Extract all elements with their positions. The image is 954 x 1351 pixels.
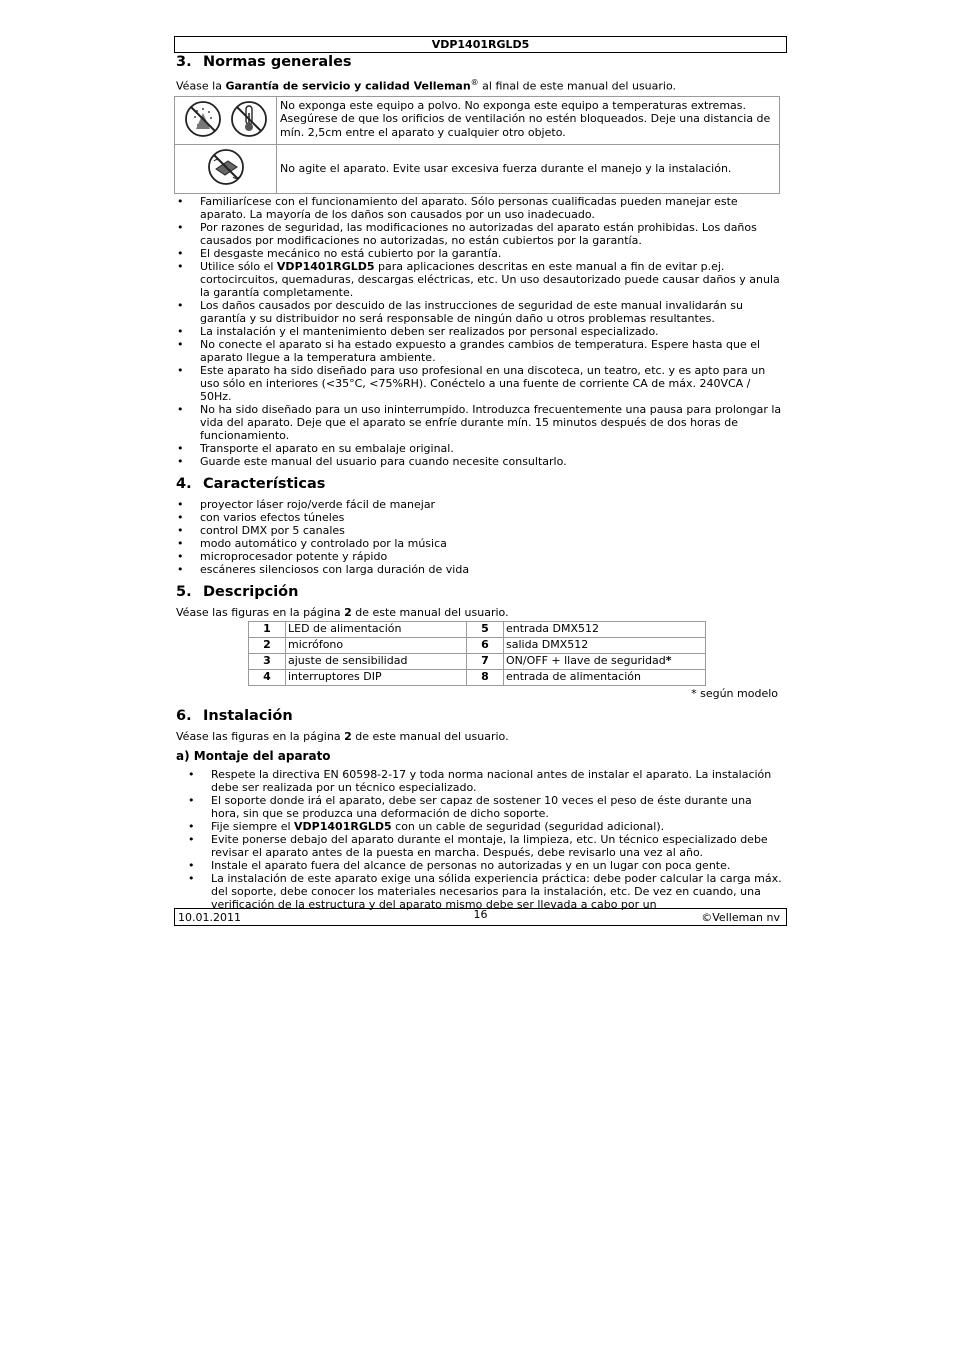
table-row [249, 621, 706, 637]
list-item [176, 260, 782, 299]
description-table [248, 621, 706, 686]
list-item: • Evite ponerse debajo del aparato durante el montaje, la limpieza, etc. Un técnico especializado debe revisar el aparato antes de la puesta en marcha. Después, debe revisarlo una vez al año. [176, 833, 782, 859]
section-5-heading [176, 583, 782, 601]
section-5-intro [176, 606, 782, 619]
item-number: 7 [467, 653, 504, 669]
list-item: • Por razones de seguridad, las modificaciones no autorizadas del aparato están prohibidas. Los daños causados por modificaciones no autorizadas, no están cubiertos por la garantía. [176, 221, 782, 247]
warning-text-2: No agite el aparato. Evite usar excesiva fuerza durante el manejo y la instalación. [277, 145, 780, 194]
intro-text: Véase las figuras en la página [176, 605, 345, 619]
subsection-heading: a) Montaje del aparato [176, 748, 331, 763]
list-item: • Los daños causados por descuido de las instrucciones de seguridad de este manual invalidarán su garantía y su distribuidor no será responsable de ningún daño u otros problemas resultantes. [176, 299, 782, 325]
item-number: 3 [249, 653, 286, 669]
section-5-number: 5. [176, 583, 192, 600]
section-6-title: Instalación [203, 707, 293, 724]
list-item: • Transporte el aparato en su embalaje original. [176, 442, 782, 455]
list-item: • No ha sido diseñado para un uso ininterrumpido. Introduzca frecuentemente una pausa para prolongar la vida del aparato. Deje que el aparato se enfríe durante mín. 15 minutos después de dos horas de funcionamiento. [176, 403, 782, 442]
item-label [504, 653, 706, 669]
item-number: 4 [249, 669, 286, 685]
section-3-title: Normas generales [203, 54, 352, 70]
list-item: • modo automático y controlado por la música [176, 537, 782, 550]
warning-icons-1 [175, 96, 277, 145]
list-item: • proyector láser rojo/verde fácil de manejar [176, 498, 782, 511]
warning-icons-2 [175, 145, 277, 194]
page-ref: 2 [344, 729, 352, 743]
item-label: interruptores DIP [286, 669, 467, 685]
model-bold: VDP1401RGLD5 [276, 259, 375, 273]
list-item: • Respete la directiva EN 60598-2-17 y toda norma nacional antes de instalar el aparato. La instalación debe ser realizada por un técnico especializado. [176, 768, 782, 794]
table-row [249, 637, 706, 653]
list-text: Utilice sólo el [200, 259, 277, 273]
list-text: Fije siempre el [211, 819, 295, 833]
footer-copyright: ©Velleman nv [701, 911, 780, 924]
section-6-intro [176, 730, 782, 743]
item-number: 8 [467, 669, 504, 685]
section-3-list [176, 195, 782, 468]
item-label: micrófono [286, 637, 467, 653]
no-dust-icon [183, 99, 269, 139]
no-shake-icon [206, 147, 246, 187]
item-label-text: ON/OFF + llave de seguridad [506, 653, 666, 667]
section-3-number: 3. [176, 54, 192, 70]
section-5-title: Descripción [203, 583, 299, 600]
footnote: * según modelo [691, 686, 778, 700]
list-item: • Familiarícese con el funcionamiento del aparato. Sólo personas cualificadas pueden manejar este aparato. La mayoría de los daños son causados por un uso inadecuado. [176, 195, 782, 221]
list-item: • control DMX por 5 canales [176, 524, 782, 537]
item-number: 2 [249, 637, 286, 653]
intro-text-end: de este manual del usuario. [351, 729, 509, 743]
item-number: 5 [467, 621, 504, 637]
list-item: • escáneres silenciosos con larga duración de vida [176, 563, 782, 576]
model-bold: VDP1401RGLD5 [294, 819, 392, 833]
list-text: con un cable de seguridad (seguridad adicional). [391, 819, 665, 833]
registered-mark: ® [470, 78, 479, 87]
item-label: LED de alimentación [286, 621, 467, 637]
section-3-heading [176, 53, 782, 71]
list-item: • con varios efectos túneles [176, 511, 782, 524]
warning-table [174, 96, 780, 194]
warning-text-1: No exponga este equipo a polvo. No exponga este equipo a temperaturas extremas. Asegúrese de que los orificios de ventilación no estén bloqueados. Deje una distancia de mín. 2,5cm entre el aparato y cualquier otro objeto. [277, 96, 780, 145]
intro-text-end: de este manual del usuario. [351, 605, 509, 619]
list-item: • Guarde este manual del usuario para cuando necesite consultarlo. [176, 455, 782, 468]
list-text: para aplicaciones descritas en este manual a fin de evitar p.ej. cortocircuitos, quemaduras, descargas eléctricas, etc. Un uso desautorizado puede causar daños y anula la garantía completamente. [200, 259, 780, 299]
list-item: • La instalación de este aparato exige una sólida experiencia práctica: debe poder calcular la carga máx. del soporte, debe conocer los materiales necesarios para la instalación, etc. De vez en cuando, una verificación de la estructura y del aparato mismo debe ser llevada a cabo por un [176, 872, 782, 911]
intro-bold: Garantía de servicio y calidad Velleman [225, 79, 471, 93]
item-label: entrada de alimentación [504, 669, 706, 685]
section-4-title: Características [203, 475, 326, 492]
page-ref: 2 [344, 605, 352, 619]
item-label: salida DMX512 [504, 637, 706, 653]
section-6-number: 6. [176, 707, 192, 724]
page-content [176, 53, 782, 911]
table-row [249, 653, 706, 669]
header-model: VDP1401RGLD5 [174, 36, 787, 53]
footnote-star: * [665, 653, 672, 667]
item-number: 6 [467, 637, 504, 653]
list-item: • La instalación y el mantenimiento deben ser realizados por personal especializado. [176, 325, 782, 338]
list-item: • El desgaste mecánico no está cubierto por la garantía. [176, 247, 782, 260]
section-4-heading [176, 475, 782, 493]
intro-text: Véase las figuras en la página [176, 729, 345, 743]
item-label: entrada DMX512 [504, 621, 706, 637]
intro-text-end: al final de este manual del usuario. [478, 79, 677, 93]
list-item: • Instale el aparato fuera del alcance de personas no autorizadas y en un lugar con poca gente. [176, 859, 782, 872]
page-number: 16 [473, 908, 488, 921]
list-item: • microprocesador potente y rápido [176, 550, 782, 563]
section-6-heading [176, 707, 782, 725]
table-row [249, 669, 706, 685]
footer-date: 10.01.2011 [178, 911, 241, 924]
intro-text: Véase la [176, 79, 226, 93]
section-6-list [176, 768, 782, 911]
item-number: 1 [249, 621, 286, 637]
list-item: • No conecte el aparato si ha estado expuesto a grandes cambios de temperatura. Espere hasta que el aparato llegue a la temperatura ambiente. [176, 338, 782, 364]
section-3-intro [176, 76, 782, 93]
page-footer [174, 908, 787, 926]
list-item: • Este aparato ha sido diseñado para uso profesional en una discoteca, un teatro, etc. y es apto para un uso sólo en interiores (<35°C, <75%RH). Conéctelo a una fuente de corriente CA de máx. 240VCA / 50Hz. [176, 364, 782, 403]
section-4-number: 4. [176, 475, 192, 492]
list-item: • El soporte donde irá el aparato, debe ser capaz de sostener 10 veces el peso de éste durante una hora, sin que se produzca una deformación de dicho soporte. [176, 794, 782, 820]
list-item [176, 820, 782, 833]
item-label: ajuste de sensibilidad [286, 653, 467, 669]
section-4-list [176, 498, 782, 576]
no-temperature-icon [232, 102, 266, 136]
